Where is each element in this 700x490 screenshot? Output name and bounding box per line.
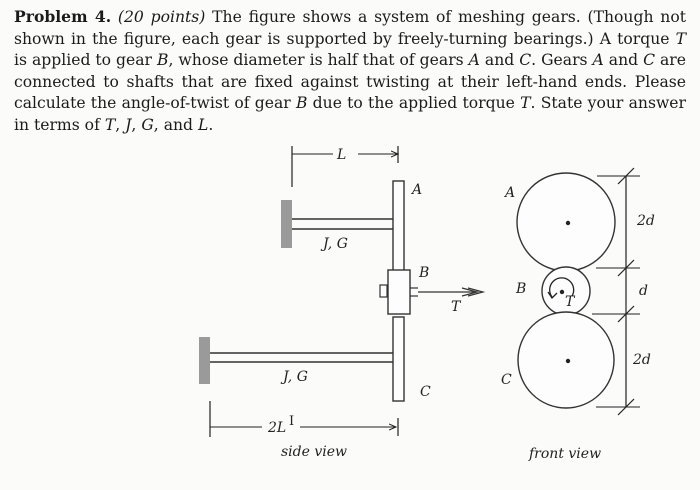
gear-c-label: C	[420, 384, 431, 400]
side-view	[199, 146, 483, 460]
var-A: A	[468, 51, 480, 69]
dim-2L-label: 2L	[268, 420, 287, 436]
var-A: A	[592, 51, 604, 69]
problem-text: . State your answer in terms of	[14, 94, 686, 134]
var-B: B	[295, 94, 308, 112]
svg-text:I: I	[289, 414, 295, 429]
var-G: G	[141, 115, 154, 134]
problem-text: . Gears	[531, 51, 593, 69]
separator: ,	[131, 115, 142, 134]
var-L: L	[198, 115, 209, 134]
gear-a-center	[566, 221, 570, 225]
problem-text: is applied to gear	[14, 51, 157, 69]
var-T: T	[520, 94, 531, 112]
var-T: T	[104, 115, 116, 134]
dim-L-label: L	[337, 147, 347, 163]
upper-shaft-label: J, G	[323, 236, 348, 252]
gear-b-torque-label: T	[565, 294, 575, 310]
problem-text: The figure shows a system of meshing gears. (Though not shown in the figure, each gear is supported by freely-turning bearings.) A torque	[14, 8, 686, 48]
gear-c-front-label: C	[501, 372, 512, 388]
gear-a-side	[393, 181, 404, 277]
var-C: C	[519, 51, 532, 69]
gear-c-side	[393, 317, 404, 401]
front-view-caption: front view	[529, 446, 602, 462]
dimension-L	[292, 146, 398, 187]
gear-b-center	[560, 290, 564, 294]
var-C: C	[643, 51, 656, 69]
dim-d-label: d	[639, 283, 648, 299]
side-view-caption: side view	[281, 444, 348, 460]
problem-text: and	[603, 51, 644, 69]
problem-points: (20 points)	[117, 8, 206, 26]
gear-b-side	[380, 270, 418, 314]
upper-shaft	[292, 219, 393, 229]
torque-arrow	[418, 288, 483, 296]
dimension-2L	[210, 401, 398, 437]
lower-shaft	[210, 353, 393, 362]
problem-text: are connected to shafts that are fixed against twisting at their left-hand ends. Please calculate the angle-of-twist of gear	[14, 51, 686, 112]
problem-text: due to the applied torque	[307, 94, 521, 112]
gear-a-front-label: A	[505, 185, 516, 201]
var-T: T	[675, 29, 686, 48]
lower-fixed-support	[199, 337, 210, 384]
problem-heading: Problem 4.	[14, 7, 112, 26]
gear-b-front-label: B	[516, 281, 527, 297]
gear-c-front	[518, 312, 614, 408]
gear-a-label: A	[412, 182, 423, 198]
separator: .	[208, 115, 214, 134]
separator: , and	[153, 115, 198, 134]
torque-label: T	[451, 299, 461, 315]
separator: ,	[115, 115, 126, 134]
gear-c-center	[566, 359, 570, 363]
front-view	[501, 168, 655, 462]
dim-2d-lower-label: 2d	[633, 352, 651, 368]
upper-fixed-support	[281, 200, 292, 248]
dim-2d-upper-label: 2d	[637, 213, 655, 229]
gear-a-front	[517, 173, 615, 271]
var-B: B	[157, 51, 169, 69]
gear-b-label: B	[419, 265, 430, 281]
problem-text: , whose diameter is half that of gears	[168, 51, 469, 69]
var-J: J	[125, 115, 132, 134]
lower-shaft-label: J, G	[283, 369, 308, 385]
problem-text: and	[479, 51, 520, 69]
